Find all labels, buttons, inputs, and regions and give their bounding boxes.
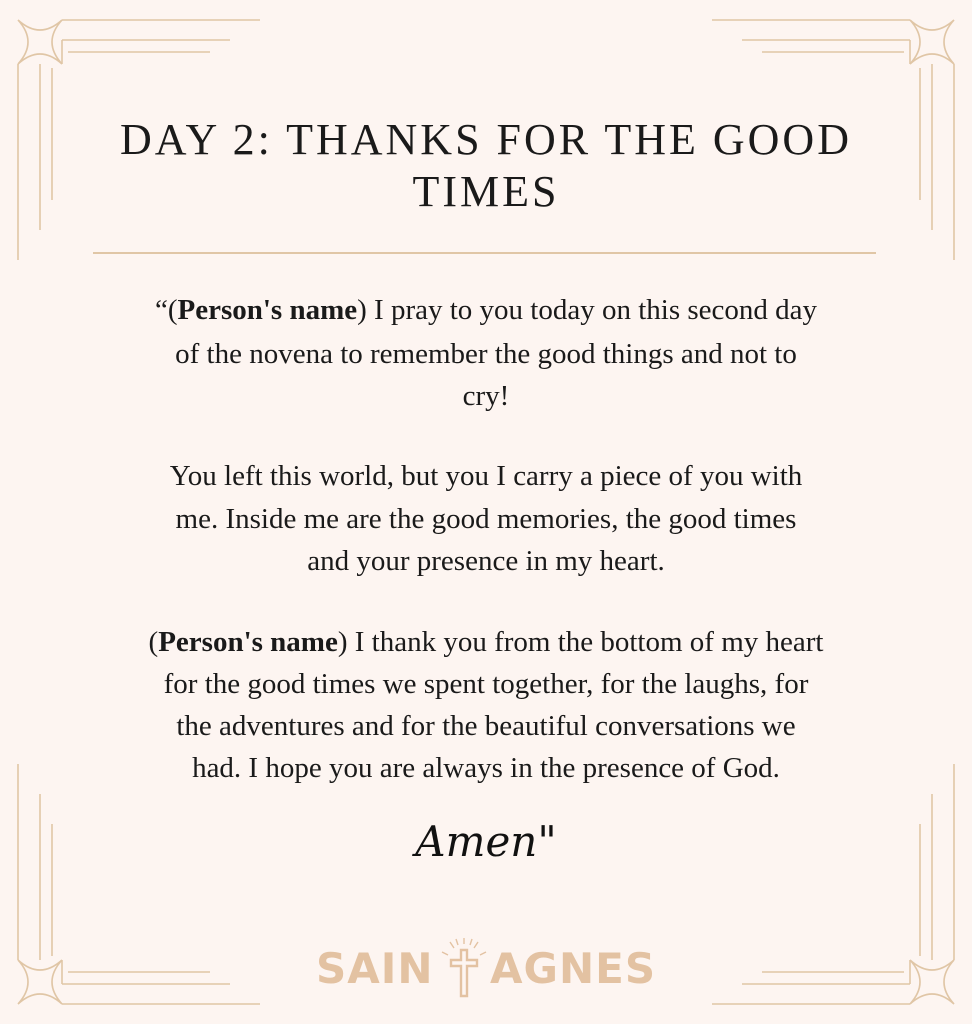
page-title-line-1: DAY 2: THANKS FOR THE GOOD <box>120 115 852 164</box>
cross-sunburst-icon <box>438 936 490 1000</box>
prayer-text: ) I thank you from the bottom of my heart <box>337 626 824 658</box>
prayer-p2-line-1: You left this world, but you I carry a piece of you with <box>169 460 803 492</box>
open-paren: ( <box>148 626 159 658</box>
person-name-placeholder: Person's name <box>158 626 338 658</box>
prayer-p2-line-2: me. Inside me are the good memories, the good times <box>175 503 797 535</box>
prayer-p2-line-3: and your presence in my heart. <box>307 545 665 577</box>
person-name-placeholder: Person's name <box>177 294 358 326</box>
title-divider <box>93 252 876 254</box>
frame-corner-bottom-right <box>712 764 954 1004</box>
prayer-p1-line-2: of the novena to remember the good things and not to <box>175 338 797 370</box>
closing-amen: Amen" <box>415 817 557 866</box>
logo-text-right: AGNES <box>490 944 657 993</box>
prayer-text: ) I pray to you today on this second day <box>357 294 818 326</box>
prayer-p3-line-1 <box>40 622 932 662</box>
page-title-line-2: TIMES <box>412 167 560 216</box>
prayer-p1-line-3: cry! <box>462 380 510 412</box>
frame-corner-bottom-left <box>18 764 260 1004</box>
open-quote: “( <box>154 294 178 326</box>
logo-text-left: SAIN <box>316 944 434 993</box>
prayer-p3-line-4: had. I hope you are always in the presence of God. <box>192 752 780 784</box>
brand-logo <box>308 936 664 1000</box>
prayer-p3-line-2: for the good times we spent together, for the laughs, for <box>163 668 809 700</box>
prayer-p1-line-1 <box>40 290 932 330</box>
prayer-p3-line-3: the adventures and for the beautiful conversations we <box>176 710 796 742</box>
